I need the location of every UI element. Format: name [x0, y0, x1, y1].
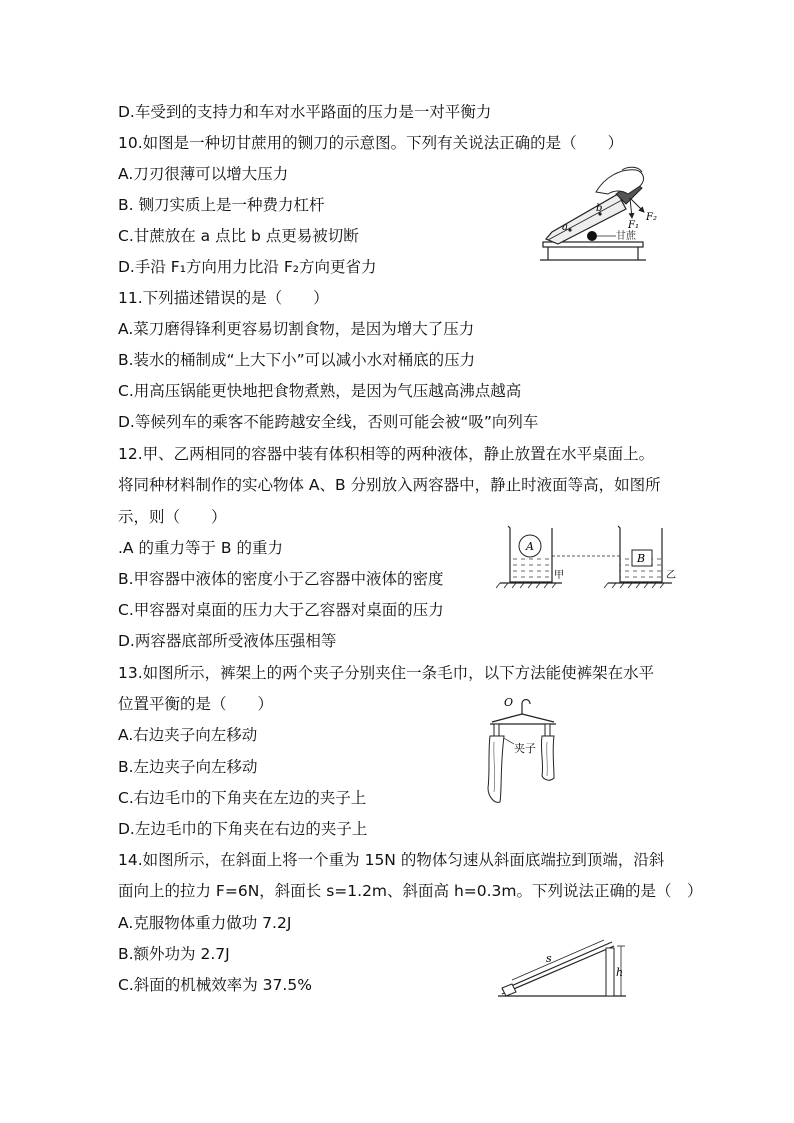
q11-option-b: B.装水的桶制成“上大下小”可以减小水对桶底的压力 — [118, 351, 476, 369]
q14-option-c: C.斜面的机械效率为 37.5% — [118, 976, 312, 994]
q12-label-jia: 甲 — [554, 570, 564, 581]
q11-option-d: D.等候列车的乘客不能跨越安全线，否则可能会被“吸”向列车 — [118, 413, 539, 431]
q9-option-d: D.车受到的支持力和车对水平路面的压力是一对平衡力 — [118, 103, 492, 121]
q14-option-a: A.克服物体重力做功 7.2J — [118, 914, 292, 932]
q10-label-a: a — [562, 222, 568, 233]
q14-stem-line1: 14.如图所示，在斜面上将一个重为 15N 的物体匀速从斜面底端拉到顶端，沿斜 — [118, 851, 665, 869]
q11-option-a: A.菜刀磨得锋利更容易切割食物，是因为增大了压力 — [118, 320, 475, 338]
q14-stem-line2: 面向上的拉力 F=6N，斜面长 s=1.2m、斜面高 h=0.3m。下列说法正确的是（ ） — [118, 882, 703, 900]
q12-stem-line1: 12.甲、乙两相同的容器中装有体积相等的两种液体，静止放置在水平桌面上。 — [118, 445, 655, 463]
q13-option-d: D.左边毛巾的下角夹在右边的夹子上 — [118, 820, 368, 838]
q14-label-s: s — [546, 952, 552, 965]
q14-incline-figure — [494, 936, 630, 1000]
q10-stem: 10.如图是一种切甘蔗用的铡刀的示意图。下列有关说法正确的是（ ） — [118, 134, 624, 152]
q12-option-b: B.甲容器中液体的密度小于乙容器中液体的密度 — [118, 570, 444, 588]
q10-label-f1: F₁ — [628, 220, 639, 231]
q13-hanger-figure — [478, 692, 568, 810]
q12-label-a: A — [526, 540, 534, 553]
q13-label-clip: 夹子 — [514, 742, 536, 755]
q11-stem: 11.下列描述错误的是（ ） — [118, 289, 329, 307]
q12-option-c: C.甲容器对桌面的压力大于乙容器对桌面的压力 — [118, 601, 444, 619]
q12-option-d: D.两容器底部所受液体压强相等 — [118, 632, 337, 650]
q13-option-c: C.右边毛巾的下角夹在左边的夹子上 — [118, 789, 367, 807]
q14-label-h: h — [616, 966, 624, 979]
q12-containers-figure — [496, 520, 686, 590]
q10-option-b: B. 铡刀实质上是一种费力杠杆 — [118, 196, 325, 214]
q14-option-b: B.额外功为 2.7J — [118, 945, 230, 963]
q10-chopper-figure — [538, 164, 658, 262]
q12-option-a: .A 的重力等于 B 的重力 — [118, 539, 283, 557]
q13-label-o: O — [504, 696, 514, 709]
q10-label-b: b — [596, 203, 603, 214]
q10-label-cane: 甘蔗 — [616, 231, 636, 242]
q12-stem-line2: 将同种材料制作的实心物体 A、B 分别放入两容器中，静止时液面等高，如图所 — [118, 476, 661, 494]
q10-option-a: A.刀刃很薄可以增大压力 — [118, 165, 289, 183]
q11-option-c: C.用高压锅能更快地把食物煮熟，是因为气压越高沸点越高 — [118, 382, 522, 400]
q10-option-d: D.手沿 F₁方向用力比沿 F₂方向更省力 — [118, 258, 377, 276]
q12-label-yi: 乙 — [666, 570, 676, 581]
q13-option-b: B.左边夹子向左移动 — [118, 758, 258, 776]
q13-stem-line2: 位置平衡的是（ ） — [118, 695, 274, 713]
q13-stem-line1: 13.如图所示，裤架上的两个夹子分别夹住一条毛巾，以下方法能使裤架在水平 — [118, 664, 655, 682]
q10-option-c: C.甘蔗放在 a 点比 b 点更易被切断 — [118, 227, 359, 245]
q12-stem-line3: 示，则（ ） — [118, 508, 227, 526]
q13-option-a: A.右边夹子向左移动 — [118, 726, 258, 744]
q12-label-b: B — [637, 552, 646, 565]
q10-label-f2: F₂ — [646, 212, 657, 223]
